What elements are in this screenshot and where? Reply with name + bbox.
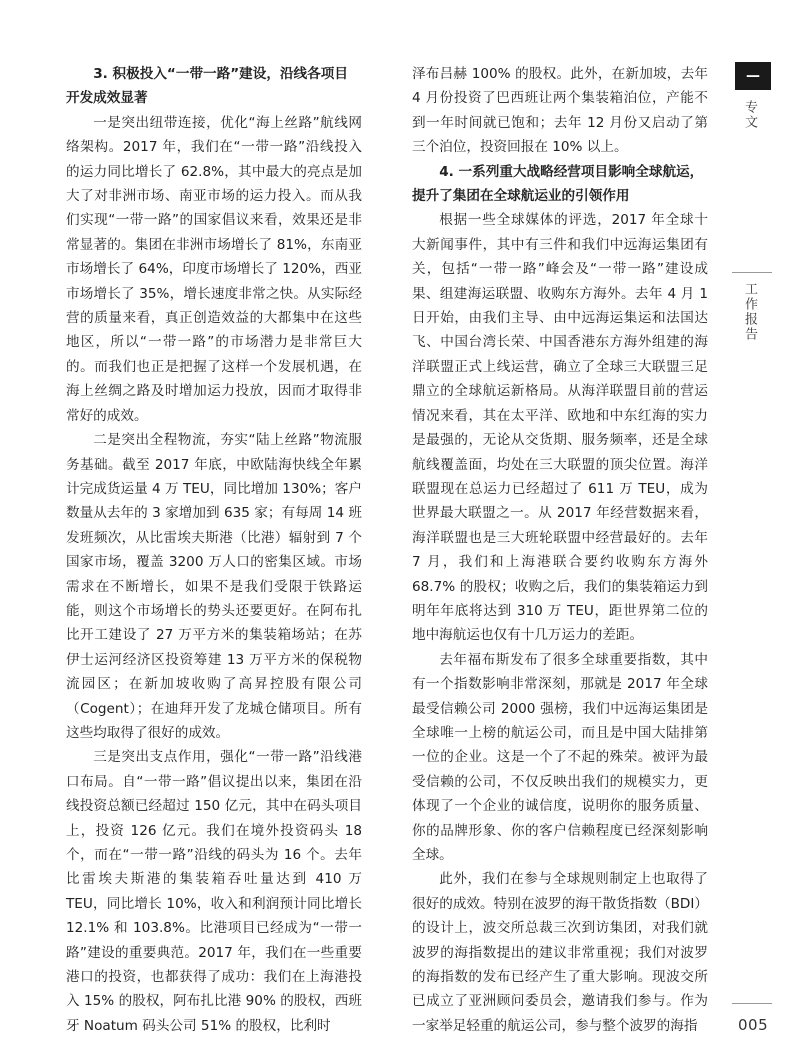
paragraph: 一是突出纽带连接，优化“海上丝路”航线网络架构。2017 年，我们在“一带一路”沿线投入的运力同比增长了 62.8%，其中最大的亮点是加大了对非洲市场、南亚市场的运力投入。而从我们实现“一带一路”的国家倡议来看，效果还是非常显著的。集团在非洲市场增长了 81%，东南亚市场增长了 64%，印度市场增长了 120%，西亚市场增长了 35%，增长速度非常之快。从实际经营的质量来看，真正创造效益的大都集中在这些地区，所以“一带一路”的市场潜力是非常巨大的。而我们也正是把握了这样一个发展机遇，在海上丝绸之路及时增加运力投放，因而才取得非常好的成效。 bbox=[66, 114, 362, 424]
paragraph: 根据一些全球媒体的评选，2017 年全球十大新闻事件，其中有三件和我们中远海运集团有关，包括“一带一路”峰会及“一带一路”建设成果、组建海运联盟、收购东方海外。去年 4 月 1 日开始，由我们主导、由中远海运集运和法国达飞、中国台湾长荣、中国香港东方海外组建的海洋联盟正式上线运营，确立了全球三大联盟三足鼎立的全球航运新格局。从海洋联盟目前的营运情况来看，其在太平洋、欧地和中东红海的实力是最强的，无论从交货期、服务频率，还是全球航线覆盖面，均处在三大联盟的顶尖位置。海洋联盟现在总运力已经超过了 611 万 TEU，成为世界最大联盟之一。从 2017 年经营数据来看，海洋联盟也是三大班轮联盟中经营最好的。去年 7 月，我们和上海港联合要约收购东方海外 68.7% 的股权；收购之后，我们的集装箱运力到明年年底将达到 310 万 TEU，距世界第二位的地中海航运也仅有十几万运力的差距。 bbox=[412, 212, 708, 644]
right-column bbox=[412, 62, 708, 1038]
heading-3-line2: 开发成效显著 bbox=[66, 90, 148, 107]
section-heading-4 bbox=[412, 160, 708, 209]
section-heading-3 bbox=[66, 62, 362, 111]
side-divider bbox=[732, 272, 772, 273]
paragraph: 此外，我们在参与全球规则制定上也取得了很好的成效。特别在波罗的海干散货指数（BDI）的设计上，波交所总裁三次到访集团，对我们就波罗的海指数提出的建议非常重视；我们对波罗的海指数的发布已经产生了重大影响。现波交所已成立了亚洲顾问委员会，邀请我们参与。作为一家举足轻重的航运公司，参与整个波罗的海指 bbox=[412, 871, 708, 1034]
section-label-special-article: 专文 bbox=[742, 100, 757, 130]
section-tab-marker: — bbox=[735, 62, 771, 90]
heading-3-line1: 3. 积极投入“一带一路”建设，沿线各项目 bbox=[93, 66, 348, 82]
paragraph: 二是突出全程物流，夯实“陆上丝路”物流服务基础。截至 2017 年底，中欧陆海快线全年累计完成货运量 4 万 TEU，同比增加 130%；客户数量从去年的 3 家增加到 635 家；有每周 14 班发班频次，从比雷埃夫斯港（比港）辐射到 7 个国家市场，覆盖 3200 万人口的密集区域。市场需求在不断增长，如果不是我们受限于铁路运能，则这个市场增长的势头还要更好。在阿布扎比开工建设了 27 万平方米的集装箱场站；在苏伊士运河经济区投资筹建 13 万平方米的保税物流园区；在新加坡收购了高昇控股有限公司（Cogent）；在迪拜开发了龙城仓储项目。所有这些均取得了很好的成效。 bbox=[66, 432, 362, 741]
page-number: 005 bbox=[738, 1016, 769, 1034]
heading-4-line1: 4. 一系列重大战略经营项目影响全球航运， bbox=[439, 163, 704, 180]
footer-divider bbox=[732, 1003, 772, 1004]
paragraph: 三是突出支点作用，强化“一带一路”沿线港口布局。自“一带一路”倡议提出以来，集团在沿线投资总额已经超过 150 亿元，其中在码头项目上，投资 126 亿元。我们在境外投资码头 18 个，而在“一带一路”沿线的码头为 16 个。去年比雷埃夫斯港的集装箱吞吐量达到 410 万 TEU，同比增长 10%，收入和利润预计同比增长 12.1% 和 103.8%。比港项目已经成为“一带一路”建设的重要典范。2017 年，我们在一些重要港口的投资，也都获得了成功：我们在上海港投入 15% 的股权，阿布扎比港 90% 的股权，西班牙 Noatum 码头公司 51% 的股权，比利时 bbox=[66, 749, 362, 1034]
left-column bbox=[66, 62, 362, 1038]
section-label-work-report: 工作报告 bbox=[742, 282, 757, 342]
heading-4-line2: 提升了集团在全球航运业的引领作用 bbox=[412, 188, 630, 205]
paragraph: 去年福布斯发布了很多全球重要指数，其中有一个指数影响非常深刻，那就是 2017 年全球最受信赖公司 2000 强榜，我们中远海运集团是全球唯一上榜的航运公司，而且是中国大陆排第一位的企业。这是一个了不起的殊荣。被评为最受信赖的公司，不仅反映出我们的规模实力，更体现了一个企业的诚信度，说明你的服务质量、你的品牌形象、你的客户信赖程度已经深刻影响全球。 bbox=[412, 651, 708, 863]
paragraph-continuation: 泽布吕赫 100% 的股权。此外，在新加坡，去年 4 月份投资了巴西班让两个集装箱泊位，产能不到一年时间就已饱和；去年 12 月份又启动了第三个泊位，投资回报在 10% 以上。 bbox=[412, 66, 708, 156]
